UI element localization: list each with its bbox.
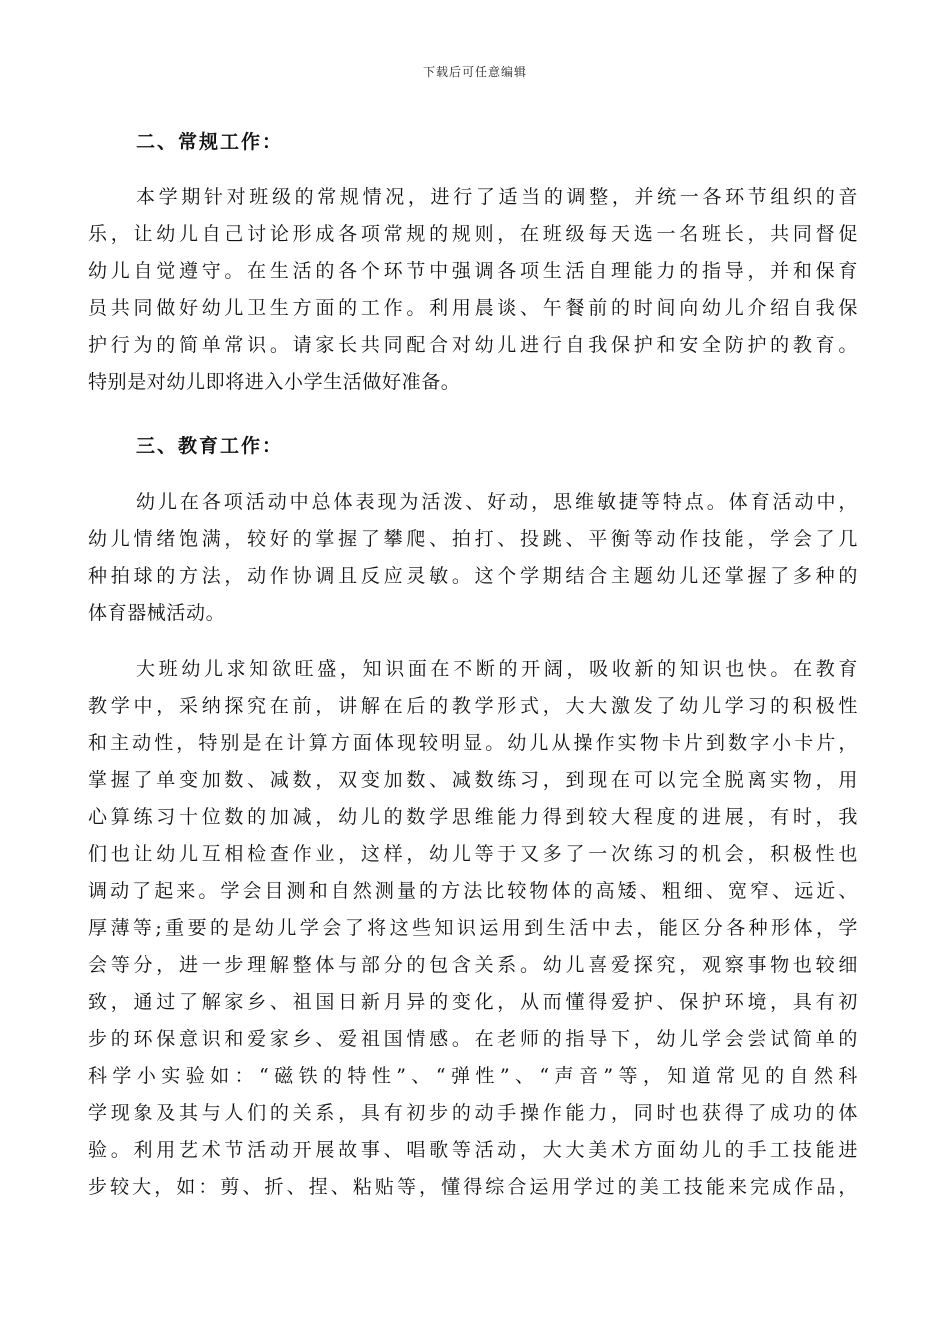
paragraph-line: 教学中，采纳探究在前，讲解在后的教学形式，大大激发了幼儿学习的积极性 <box>88 695 858 717</box>
paragraph-line: 员共同做好幼儿卫生方面的工作。利用晨谈、午餐前的时间向幼儿介绍自我保 <box>88 297 858 319</box>
paragraph-line: 验。利用艺术节活动开展故事、唱歌等活动，大大美术方面幼儿的手工技能进 <box>88 1139 858 1161</box>
paragraph-line: 本学期针对班级的常规情况，进行了适当的调整，并统一各环节组织的音 <box>136 186 858 208</box>
page-header: 下载后可任意编辑 <box>422 65 527 79</box>
paragraph-line: 致，通过了解家乡、祖国日新月异的变化，从而懂得爱护、保护环境，具有初 <box>88 991 858 1013</box>
paragraph-line: 乐，让幼儿自己讨论形成各项常规的规则，在班级每天选一名班长，共同督促 <box>88 223 858 245</box>
paragraph-line: 大班幼儿求知欲旺盛，知识面在不断的开阔，吸收新的知识也快。在教育 <box>136 658 858 680</box>
paragraph-line: 幼儿在各项活动中总体表现为活泼、好动，思维敏捷等特点。体育活动中， <box>136 491 858 513</box>
paragraph-line: 护行为的简单常识。请家长共同配合对幼儿进行自我保护和安全防护的教育。 <box>88 334 858 356</box>
paragraph-line: 厚薄等;重要的是幼儿学会了将这些知识运用到生活中去，能区分各种形体，学 <box>88 917 858 939</box>
paragraph-line: 学现象及其与人们的关系，具有初步的动手操作能力，同时也获得了成功的体 <box>88 1102 858 1124</box>
paragraph-line: 科学小实验如：“磁铁的特性”、“弹性”、“声音”等，知道常见的自然科 <box>88 1065 858 1087</box>
paragraph-line: 们也让幼儿互相检查作业，这样，幼儿等于又多了一次练习的机会，积极性也 <box>88 843 858 865</box>
paragraph-line: 步较大，如：剪、折、捏、粘贴等，懂得综合运用学过的美工技能来完成作品， <box>88 1176 858 1198</box>
paragraph-line: 体育器械活动。 <box>88 602 226 624</box>
paragraph-line: 幼儿自觉遵守。在生活的各个环节中强调各项生活自理能力的指导，并和保育 <box>88 260 858 282</box>
paragraph-line: 掌握了单变加数、减数，双变加数、减数练习，到现在可以完全脱离实物，用 <box>88 769 858 791</box>
paragraph-line: 会等分，进一步理解整体与部分的包含关系。幼儿喜爱探究，观察事物也较细 <box>88 954 858 976</box>
section-heading-routine: 二、常规工作： <box>136 131 284 153</box>
paragraph-line: 种拍球的方法，动作协调且反应灵敏。这个学期结合主题幼儿还掌握了多种的 <box>88 565 858 587</box>
paragraph-line: 步的环保意识和爱家乡、爱祖国情感。在老师的指导下，幼儿学会尝试简单的 <box>88 1028 858 1050</box>
paragraph-line: 幼儿情绪饱满，较好的掌握了攀爬、拍打、投跳、平衡等动作技能，学会了几 <box>88 528 858 550</box>
paragraph-line: 和主动性，特别是在计算方面体现较明显。幼儿从操作实物卡片到数字小卡片， <box>88 732 858 754</box>
paragraph-line: 心算练习十位数的加减，幼儿的数学思维能力得到较大程度的进展，有时，我 <box>88 806 858 828</box>
paragraph-line: 调动了起来。学会目测和自然测量的方法比较物体的高矮、粗细、宽窄、远近、 <box>88 880 858 902</box>
paragraph-line: 特别是对幼儿即将进入小学生活做好准备。 <box>88 371 461 393</box>
section-heading-education: 三、教育工作： <box>136 435 284 457</box>
